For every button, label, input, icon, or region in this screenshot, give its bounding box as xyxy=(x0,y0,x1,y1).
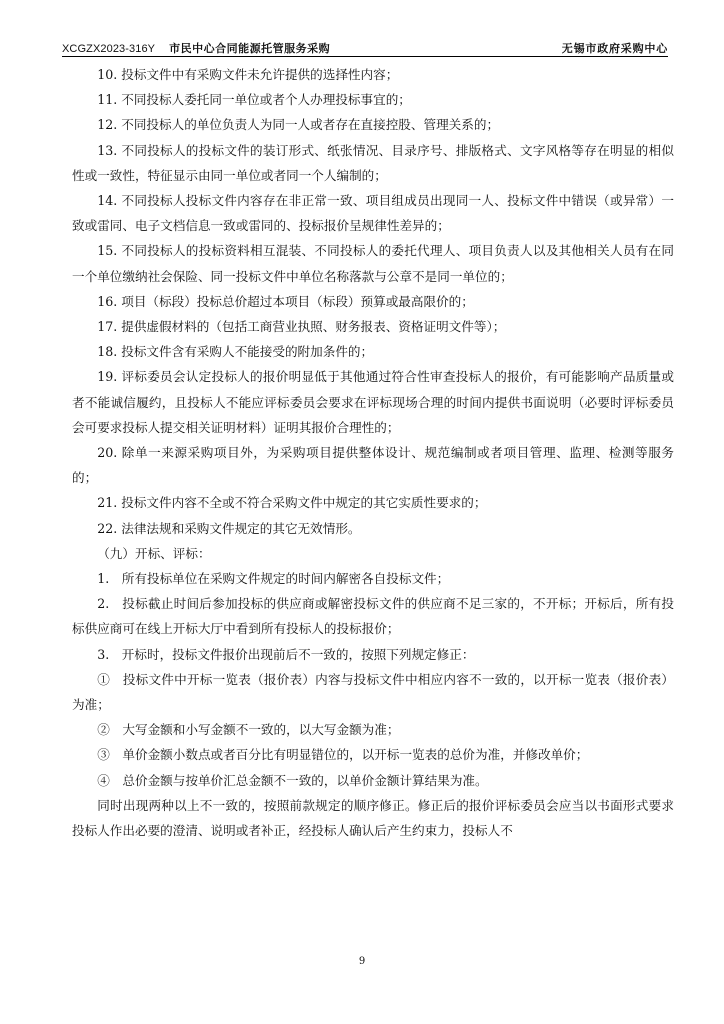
section-heading: （九）开标、评标： xyxy=(97,545,211,561)
paragraph: 16. 项目（标段）投标总价超过本项目（标段）预算或最高限价的； xyxy=(97,293,474,309)
header-left xyxy=(62,42,330,56)
organization-name: 无锡市政府采购中心 xyxy=(561,42,668,55)
project-title: 市民中心合同能源托管服务采购 xyxy=(169,42,331,55)
paragraph: 10. 投标文件中有采购文件未允许提供的选择性内容； xyxy=(97,67,399,82)
paragraph: 14. 不同投标人投标文件内容存在非正常一致、项目组成员出现同一人、投标文件中错误（或异常）一致或雷同、电子文档信息一致或雷同的、投标报价呈规律性差异的； xyxy=(72,193,674,234)
paragraph: 3. 开标时，投标文件报价出现前后不一致的，按照下列规定修正： xyxy=(97,646,475,662)
paragraph: 17. 提供虚假材料的（包括工商营业执照、财务报表、资格证明文件等）； xyxy=(97,319,506,335)
paragraph: 同时出现两种以上不一致的，按照前款规定的顺序修正。修正后的报价评标委员会应当以书面形式要求投标人作出必要的澄清、说明或者补正，经投标人确认后产生约束力，投标人不 xyxy=(72,797,674,839)
page-number: 9 xyxy=(358,956,366,967)
paragraph: 12. 不同投标人的单位负责人为同一人或者存在直接控股、管理关系的； xyxy=(97,117,500,133)
project-code: XCGZX2023-316Y xyxy=(62,43,156,55)
body-text xyxy=(72,62,674,843)
paragraph: 13. 不同投标人的投标文件的装订形式、纸张情况、目录序号、排版格式、文字风格等存在明显的相似性或一致性，特征显示由同一单位或者同一个人编制的； xyxy=(72,142,674,183)
header-rule xyxy=(62,56,668,57)
paragraph: ② 大写金额和小写金额不一致的，以大写金额为准； xyxy=(97,722,400,738)
paragraph: 22. 法律法规和采购文件规定的其它无效情形。 xyxy=(97,520,361,536)
paragraph: 1. 所有投标单位在采购文件规定的时间内解密各自投标文件； xyxy=(97,571,450,587)
paragraph: ① 投标文件中开标一览表（报价表）内容与投标文件中相应内容不一致的，以开标一览表（报价表）为准； xyxy=(72,671,674,713)
paragraph: 21. 投标文件内容不全或不符合采购文件中规定的其它实质性要求的； xyxy=(97,495,487,511)
paragraph: 15. 不同投标人的投标资料相互混装、不同投标人的委托代理人、项目负责人以及其他相关人员有在同一个单位缴纳社会保险、同一投标文件中单位名称落款与公章不是同一单位的； xyxy=(72,243,674,284)
paragraph: 11. 不同投标人委托同一单位或者个人办理投标事宜的； xyxy=(97,92,411,108)
paragraph: ④ 总价金额与按单价汇总金额不一致的，以单价金额计算结果为准。 xyxy=(97,772,488,788)
paragraph: 19. 评标委员会认定投标人的报价明显低于其他通过符合性审查投标人的报价，有可能影响产品质量或者不能诚信履约，且投标人不能应评标委员会要求在评标现场合理的时间内提供书面说明（必要时评标委员会可要求投标人提交相关证明材料）证明其报价合理性的； xyxy=(72,369,674,435)
paragraph: 2. 投标截止时间后参加投标的供应商或解密投标文件的供应商不足三家的，不开标；开标后，所有投标供应商可在线上开标大厅中看到所有投标人的投标报价； xyxy=(72,596,674,637)
page-header xyxy=(62,38,668,56)
paragraph: ③ 单价金额小数点或者百分比有明显错位的，以开标一览表的总价为准，并修改单价； xyxy=(97,747,589,763)
paragraph: 20. 除单一来源采购项目外，为采购项目提供整体设计、规范编制或者项目管理、监理、检测等服务的； xyxy=(72,445,674,486)
paragraph: 18. 投标文件含有采购人不能接受的附加条件的； xyxy=(97,344,374,360)
